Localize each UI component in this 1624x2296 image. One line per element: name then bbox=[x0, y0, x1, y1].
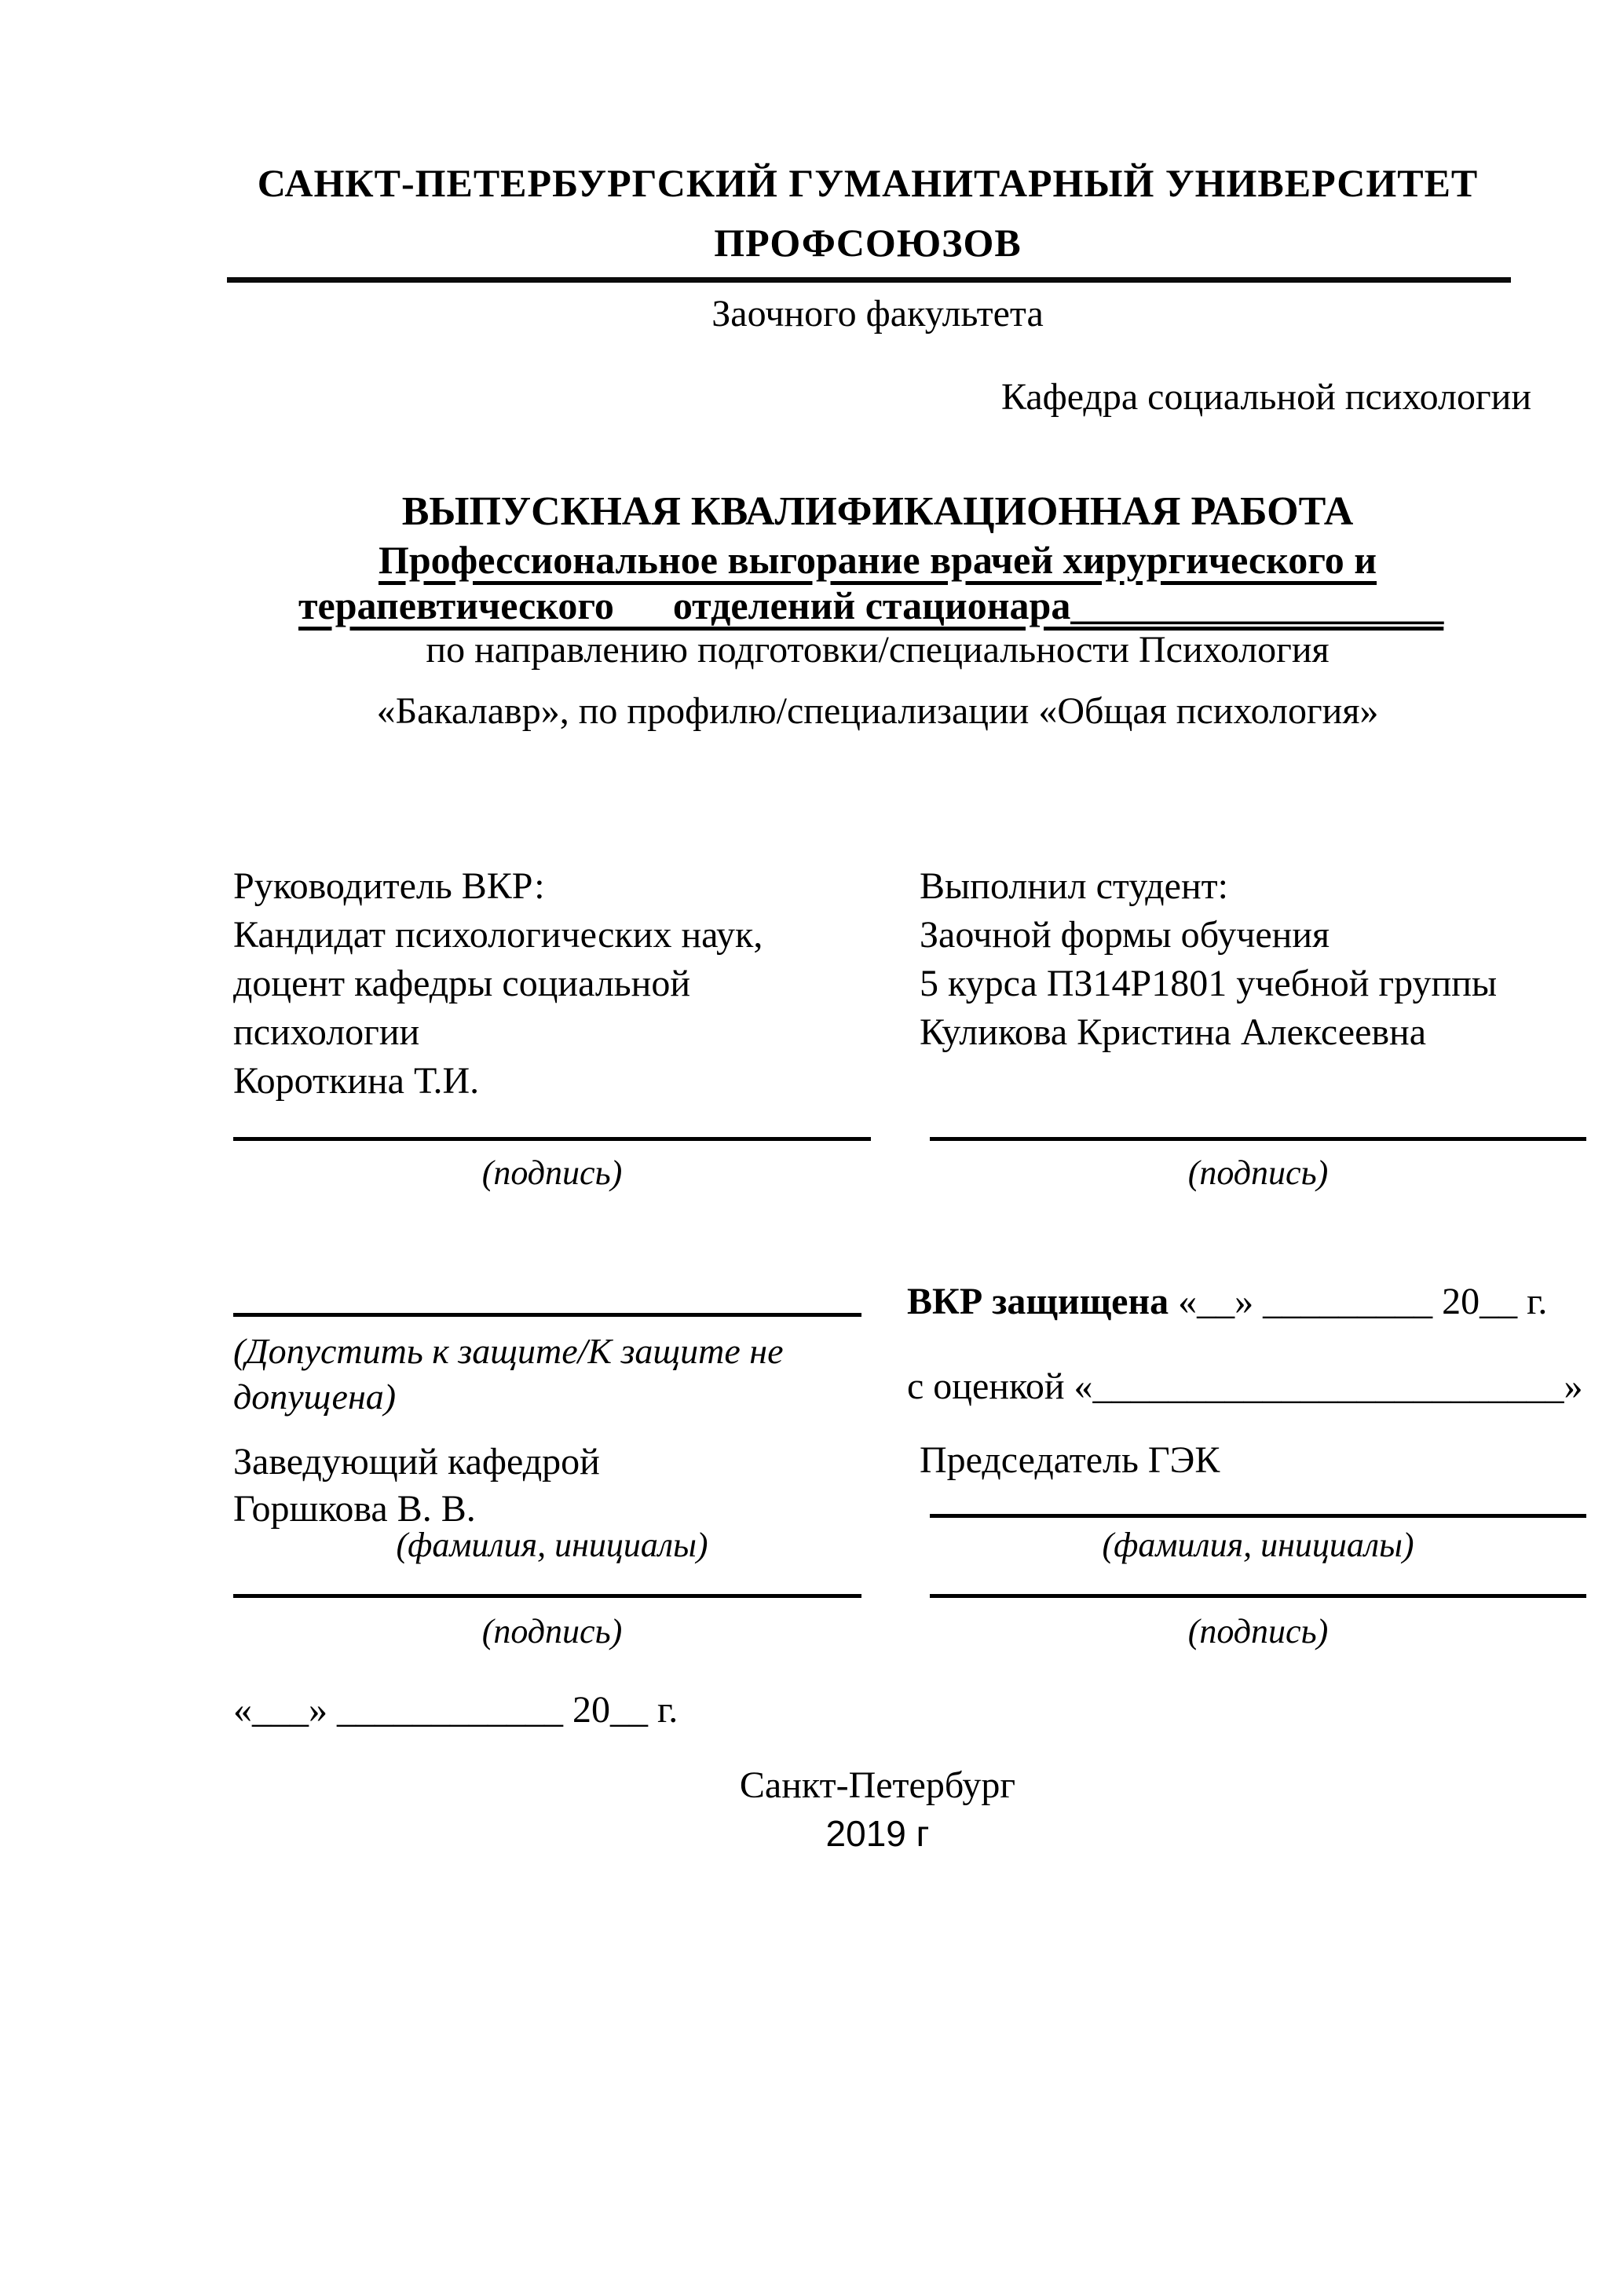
student-signature-line bbox=[930, 1137, 1586, 1141]
chairman-signature-line bbox=[930, 1594, 1586, 1598]
supervisor-label: Руководитель ВКР: bbox=[233, 865, 545, 907]
department-line: Кафедра социальной психологии bbox=[1000, 376, 1531, 418]
thesis-topic-line2 bbox=[298, 583, 1523, 628]
defense-date-line bbox=[907, 1280, 1598, 1323]
department-head-block bbox=[233, 1439, 877, 1533]
supervisor-signature-caption: (подпись) bbox=[481, 1153, 623, 1192]
chairman-name-caption: (фамилия, инициалы) bbox=[1102, 1526, 1414, 1564]
chairman-signature-caption: (подпись) bbox=[1187, 1612, 1329, 1651]
student-label: Выполнил студент: bbox=[920, 865, 1228, 907]
specialty-line: по направлению подготовки/специальности Психология bbox=[426, 629, 1330, 671]
city-line: Санкт-Петербург bbox=[739, 1764, 1016, 1806]
student-signature-caption: (подпись) bbox=[1187, 1153, 1329, 1192]
student-name: Куликова Кристина Алексеевна bbox=[920, 1011, 1427, 1053]
supervisor-name: Короткина Т.И. bbox=[233, 1060, 480, 1102]
department-head-name: Горшкова В. В. bbox=[233, 1488, 476, 1530]
admission-note bbox=[233, 1329, 846, 1420]
admission-note-line2: допущена) bbox=[233, 1377, 397, 1417]
supervisor-signature-line bbox=[233, 1137, 871, 1141]
defended-blanks: «__» _________ 20__ г. bbox=[1169, 1281, 1548, 1322]
admission-date-line: «___» ____________ 20__ г. bbox=[233, 1689, 678, 1731]
chairman-name-line bbox=[930, 1514, 1586, 1518]
thesis-topic-line1 bbox=[224, 537, 1531, 583]
head-signature-caption: (подпись) bbox=[481, 1612, 623, 1651]
chairman-label: Председатель ГЭК bbox=[920, 1439, 1220, 1481]
student-group: 5 курса ПЗ14Р1801 учебной группы bbox=[920, 963, 1498, 1004]
university-name-line1: САНКТ-ПЕТЕРБУРГСКИЙ ГУМАНИТАРНЫЙ УНИВЕРСИТЕТ bbox=[257, 161, 1479, 205]
grade-line: с оценкой «_________________________» bbox=[907, 1366, 1583, 1407]
student-block bbox=[920, 862, 1587, 1057]
university-header bbox=[224, 153, 1512, 272]
year-line: 2019 г bbox=[825, 1813, 930, 1854]
supervisor-degree: Кандидат психологических наук, bbox=[233, 914, 763, 956]
thesis-topic-line2-text: терапевтического отделений стационара___________________ bbox=[298, 583, 1444, 627]
supervisor-position: доцент кафедры социальной психологии bbox=[233, 963, 691, 1053]
head-name-caption: (фамилия, инициалы) bbox=[396, 1526, 708, 1564]
head-signature-line bbox=[233, 1594, 861, 1598]
supervisor-block bbox=[233, 862, 877, 1106]
admission-line bbox=[233, 1313, 861, 1317]
student-form: Заочной формы обучения bbox=[920, 914, 1330, 956]
admission-note-line1: (Допустить к защите/К защите не bbox=[233, 1331, 784, 1371]
degree-line: «Бакалавр», по профилю/специализации «Общая психология» bbox=[376, 690, 1379, 732]
university-name-line2: ПРОФСОЮЗОВ bbox=[714, 221, 1022, 265]
work-type-heading: ВЫПУСКНАЯ КВАЛИФИКАЦИОННАЯ РАБОТА bbox=[401, 489, 1354, 534]
defended-label: ВКР защищена bbox=[907, 1281, 1169, 1322]
faculty-line: Заочного факультета bbox=[711, 293, 1044, 335]
department-head-label: Заведующий кафедрой bbox=[233, 1441, 600, 1483]
header-divider-rule bbox=[227, 277, 1511, 283]
thesis-topic-line1-text: Профессиональное выгорание врачей хирургического и bbox=[378, 538, 1377, 582]
